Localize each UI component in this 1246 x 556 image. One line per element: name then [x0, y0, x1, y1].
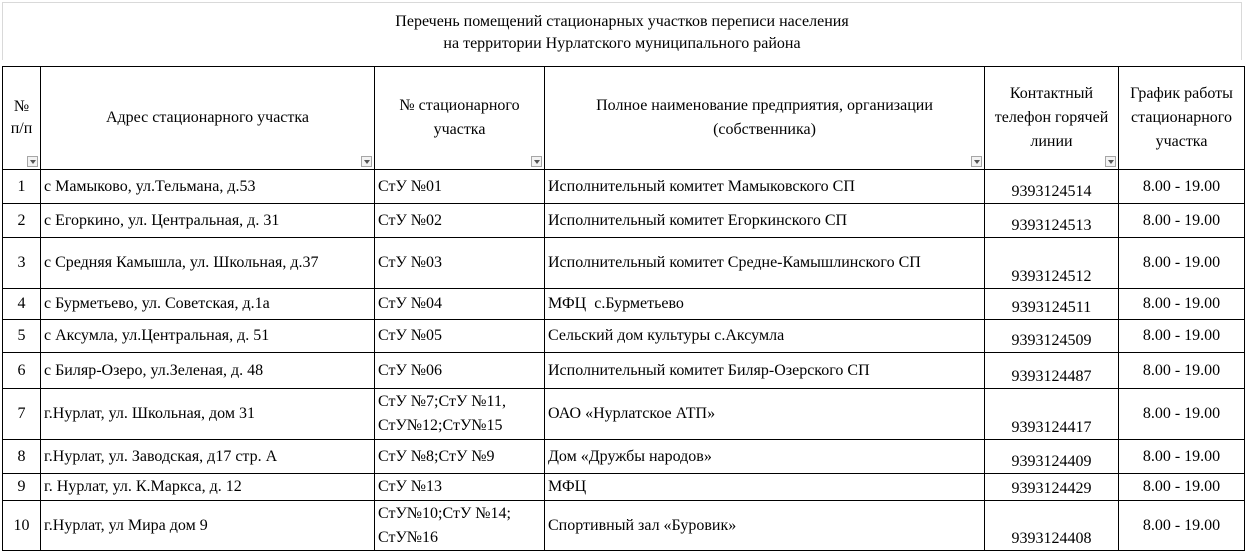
cell-org: ОАО «Нурлатское АТП»	[545, 389, 985, 440]
cell-phone: 9393124512	[985, 238, 1119, 289]
cell-address: г.Нурлат, ул. Школьная, дом 31	[41, 389, 375, 440]
cell-org: Дом «Дружбы народов»	[545, 440, 985, 474]
cell-address: с Мамыково, ул.Тельмана, д.53	[41, 170, 375, 204]
cell-num: 5	[3, 320, 41, 353]
stations-table	[2, 66, 1245, 551]
cell-org: Исполнительный комитет Мамыковского СП	[545, 170, 985, 204]
table-row	[3, 440, 1245, 474]
filter-dropdown-icon[interactable]	[27, 156, 38, 167]
cell-num: 1	[3, 170, 41, 204]
cell-address: с Средняя Камышла, ул. Школьная, д.37	[41, 238, 375, 289]
cell-num: 7	[3, 389, 41, 440]
header-org	[545, 67, 985, 170]
table-title	[2, 2, 1242, 60]
cell-schedule: 8.00 - 19.00	[1119, 204, 1245, 238]
header-station-label: № стационарного участка	[399, 97, 520, 138]
cell-num: 9	[3, 474, 41, 501]
cell-schedule: 8.00 - 19.00	[1119, 474, 1245, 501]
cell-num: 3	[3, 238, 41, 289]
cell-phone: 9393124408	[985, 501, 1119, 551]
cell-phone: 9393124487	[985, 353, 1119, 389]
title-line-2: на территории Нурлатского муниципального района	[443, 35, 801, 52]
cell-address: с Бурметьево, ул. Советская, д.1а	[41, 289, 375, 320]
filter-dropdown-icon[interactable]	[361, 156, 372, 167]
cell-phone: 9393124409	[985, 440, 1119, 474]
cell-address: г. Нурлат, ул. К.Маркса, д. 12	[41, 474, 375, 501]
header-address-label: Адрес стационарного участка	[105, 109, 310, 126]
cell-station: СтУ №02	[375, 204, 545, 238]
cell-schedule: 8.00 - 19.00	[1119, 289, 1245, 320]
filter-dropdown-icon[interactable]	[531, 156, 542, 167]
table-row	[3, 204, 1245, 238]
header-num	[3, 67, 41, 170]
header-schedule-label: График работы стационарного участка	[1130, 85, 1233, 150]
cell-phone: 9393124429	[985, 474, 1119, 501]
filter-dropdown-icon[interactable]	[971, 156, 982, 167]
cell-phone: 9393124513	[985, 204, 1119, 238]
cell-num: 8	[3, 440, 41, 474]
header-phone-label: Контактный телефон горячей линии	[994, 85, 1109, 150]
cell-station: СтУ №05	[375, 320, 545, 353]
header-address	[41, 67, 375, 170]
cell-schedule: 8.00 - 19.00	[1119, 389, 1245, 440]
table-row	[3, 389, 1245, 440]
table-row	[3, 353, 1245, 389]
header-row	[3, 67, 1245, 170]
cell-schedule: 8.00 - 19.00	[1119, 501, 1245, 551]
table-row	[3, 320, 1245, 353]
cell-org: Сельский дом культуры с.Аксумла	[545, 320, 985, 353]
cell-station: СтУ №03	[375, 238, 545, 289]
header-phone	[985, 67, 1119, 170]
title-line-1: Перечень помещений стационарных участков переписи населения	[395, 13, 849, 30]
cell-station: СтУ №01	[375, 170, 545, 204]
cell-station: СтУ №04	[375, 289, 545, 320]
cell-schedule: 8.00 - 19.00	[1119, 320, 1245, 353]
header-schedule	[1119, 67, 1245, 170]
cell-address: с Егоркино, ул. Центральная, д. 31	[41, 204, 375, 238]
cell-station: СтУ №13	[375, 474, 545, 501]
table-row	[3, 170, 1245, 204]
cell-org: Спортивный зал «Буровик»	[545, 501, 985, 551]
header-station	[375, 67, 545, 170]
cell-phone: 9393124514	[985, 170, 1119, 204]
cell-address: с Аксумла, ул.Центральная, д. 51	[41, 320, 375, 353]
cell-address: г.Нурлат, ул. Заводская, д17 стр. А	[41, 440, 375, 474]
cell-station: СтУ №7;СтУ №11, СтУ№12;СтУ№15	[375, 389, 545, 440]
table-row	[3, 501, 1245, 551]
cell-address: г.Нурлат, ул Мира дом 9	[41, 501, 375, 551]
cell-address: с Биляр-Озеро, ул.Зеленая, д. 48	[41, 353, 375, 389]
cell-schedule: 8.00 - 19.00	[1119, 440, 1245, 474]
cell-schedule: 8.00 - 19.00	[1119, 353, 1245, 389]
cell-org: Исполнительный комитет Средне-Камышлинского СП	[545, 238, 985, 289]
table-row	[3, 289, 1245, 320]
cell-phone: 9393124511	[985, 289, 1119, 320]
cell-org: МФЦ с.Бурметьево	[545, 289, 985, 320]
filter-dropdown-icon[interactable]	[1105, 156, 1116, 167]
cell-num: 6	[3, 353, 41, 389]
cell-num: 4	[3, 289, 41, 320]
cell-station: СтУ №06	[375, 353, 545, 389]
cell-schedule: 8.00 - 19.00	[1119, 238, 1245, 289]
table-row	[3, 474, 1245, 501]
cell-schedule: 8.00 - 19.00	[1119, 170, 1245, 204]
cell-num: 10	[3, 501, 41, 551]
cell-phone: 9393124417	[985, 389, 1119, 440]
cell-org: МФЦ	[545, 474, 985, 501]
cell-phone: 9393124509	[985, 320, 1119, 353]
table-row	[3, 238, 1245, 289]
cell-org: Исполнительный комитет Егоркинского СП	[545, 204, 985, 238]
cell-org: Исполнительный комитет Биляр-Озерского СП	[545, 353, 985, 389]
cell-station: СтУ№10;СтУ №14; СтУ№16	[375, 501, 545, 551]
cell-num: 2	[3, 204, 41, 238]
header-num-label: № п/п	[10, 98, 33, 137]
cell-station: СтУ №8;СтУ №9	[375, 440, 545, 474]
header-org-label: Полное наименование предприятия, организации (собственника)	[596, 97, 933, 138]
